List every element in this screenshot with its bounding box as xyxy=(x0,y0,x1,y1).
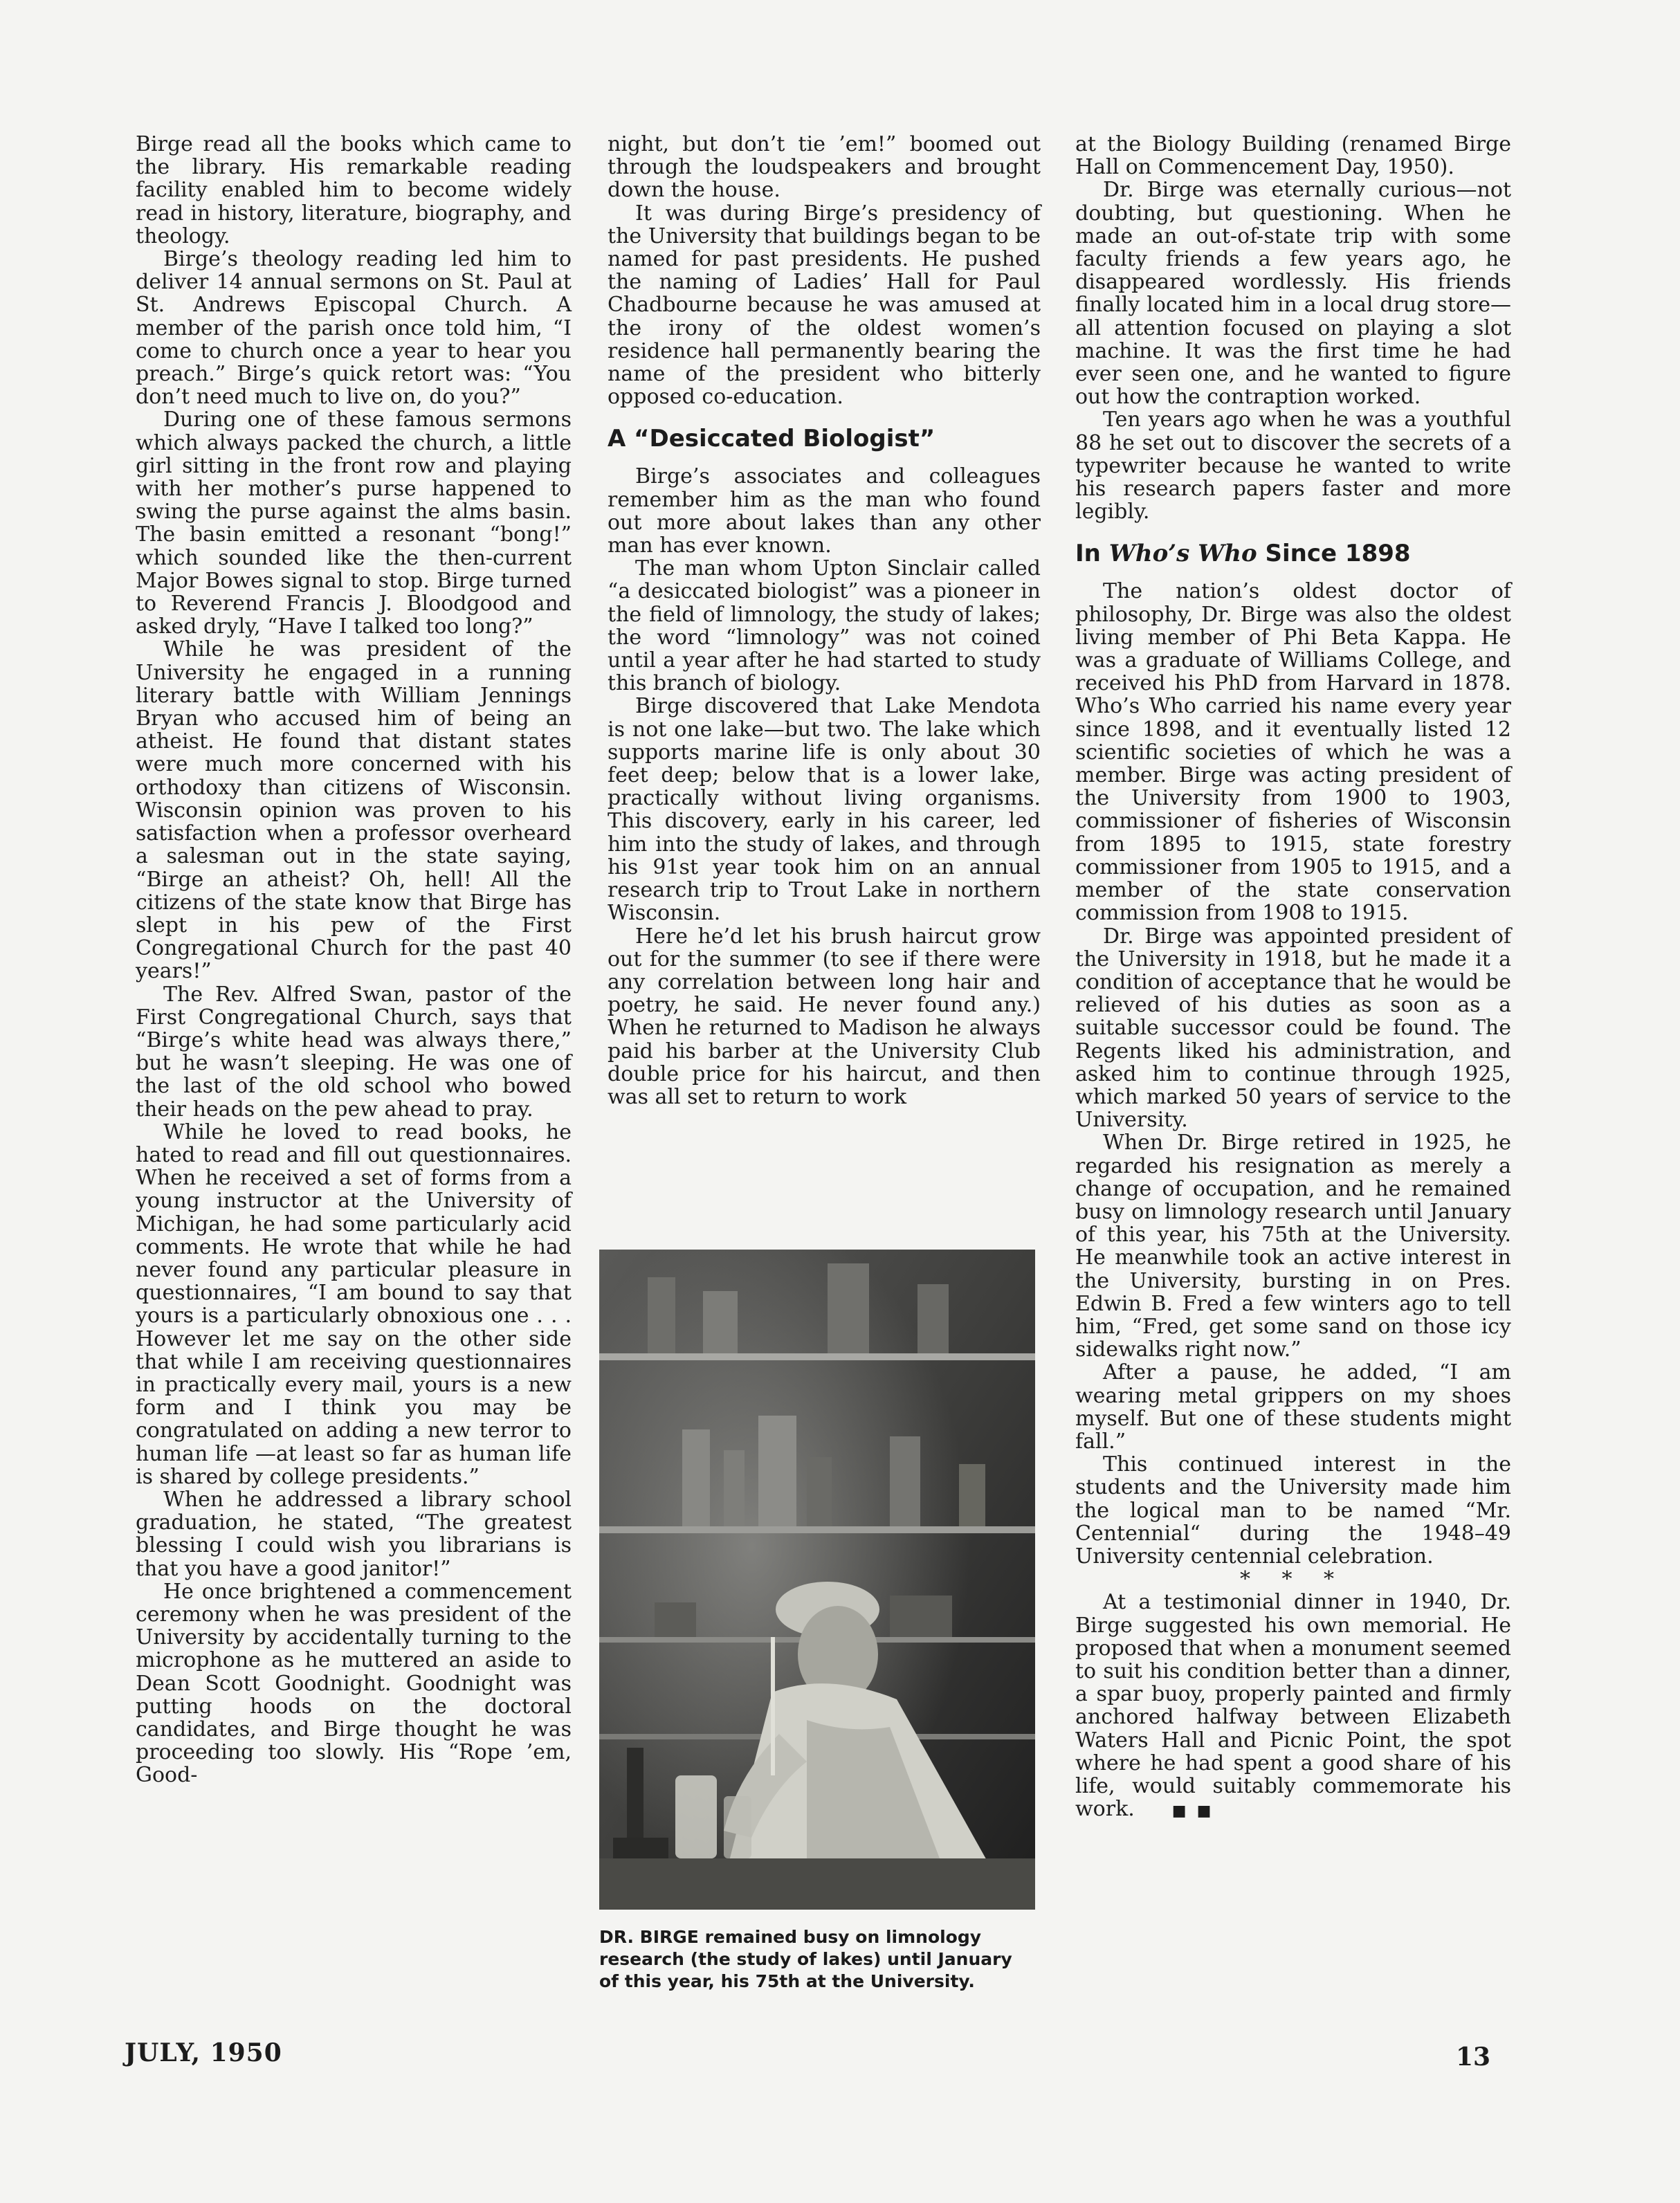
heading-italic: Who’s Who xyxy=(1108,540,1257,568)
body-paragraph: The Rev. Alfred Swan, pastor of the First Congregational Church, says that “Birge’s white head was always there,” but he wasn’t sleeping. He was one of the last of the old school who bowed their heads on the pew ahead to pray. xyxy=(136,982,572,1122)
body-paragraph: He once brightened a commencement ceremony when he was president of the University by accidentally turning to the microphone as he muttered an aside to Dean Scott Goodnight. Goodnight was putting hoods on the doctoral candidates, and Birge thought he was proceeding too slowly. His “Rope ’em, Good- xyxy=(136,1579,572,1788)
body-paragraph: Dr. Birge was eternally curious—not doubting, but questioning. When he made an out-of-state trip with some faculty friends a few years ago, he disappeared wordlessly. His friends finally located him in a local drug store—all attention focused on playing a slot machine. It was the first time he had ever seen one, and he wanted to figure out how the contraption worked. xyxy=(1075,178,1511,410)
photo-caption: DR. BIRGE remained busy on limnology research (the study of lakes) until January of this year, his 75th at the University. xyxy=(599,1927,1012,1991)
body-paragraph: When he addressed a library school graduation, he stated, “The greatest blessing I could wish you librarians is that you have a good janitor!” xyxy=(136,1487,572,1581)
page-number: 13 xyxy=(1456,2042,1491,2072)
body-paragraph: night, but don’t tie ’em!” boomed out through the loudspeakers and brought down the house. xyxy=(608,132,1041,203)
section-heading xyxy=(1075,540,1511,567)
end-mark: ■ ■ xyxy=(1171,1802,1214,1820)
section-separator: * * * xyxy=(1239,1567,1347,1592)
body-paragraph: While he was president of the University he engaged in a running literary battle with William Jennings Bryan who accused him of being an atheist. He found that distant states were much more concerned with his orthodoxy than citizens of Wisconsin. Wisconsin opinion was proven to his satisfaction when a professor overheard a salesman out in the state saying, “Birge an atheist? Oh, hell! All the citizens of the state know that Birge has slept in his pew of the First Congregational Church for the past 40 years!” xyxy=(136,637,572,984)
body-paragraph: Birge discovered that Lake Mendota is not one lake—but two. The lake which supports marine life is only about 30 feet deep; below that is a lower lake, practically without living organisms. This discovery, early in his career, led him into the study of lakes, and through his 91st year took him on an annual research trip to Trout Lake in northern Wisconsin. xyxy=(608,694,1041,926)
body-paragraph: at the Biology Building (renamed Birge Hall on Commencement Day, 1950). xyxy=(1075,132,1511,180)
final-paragraph-text: At a testimonial dinner in 1940, Dr. Birge suggested his own memorial. He proposed that when a monument seemed to suit his condition better than a dinner, a spar buoy, properly painted and firmly anchored halfway between Elizabeth Waters Hall and Picnic Point, the spot where he had spent a good share of his life, would suitably commemorate his work. xyxy=(1075,1590,1511,1822)
heading-prefix: In xyxy=(1075,540,1109,568)
article-column-1 xyxy=(136,133,572,1787)
body-paragraph: Here he’d let his brush haircut grow out for the summer (to see if there were any correlation between long hair and poetry, he said. He never found any.) When he returned to Madison he always paid his barber at the University Club double price for his haircut, and then was all set to return to work xyxy=(608,924,1041,1109)
body-paragraph: Birge read all the books which came to the library. His remarkable reading facility enabled him to become widely read in history, literature, biography, and theology. xyxy=(136,132,572,248)
body-paragraph: During one of these famous sermons which always packed the church, a little girl sitting in the front row and playing with her mother’s purse happened to swing the purse against the alms basin. The basin emitted a resonant “bong!” which sounded like the then-current Major Bowes signal to stop. Birge turned to Reverend Francis J. Bloodgood and asked dryly, “Have I talked too long?” xyxy=(136,408,572,639)
article-column-3 xyxy=(1075,133,1511,1822)
body-paragraph: Birge’s associates and colleagues remember him as the man who found out more about lakes than any other man has ever known. xyxy=(608,464,1041,558)
body-paragraph: Dr. Birge was appointed president of the University in 1918, but he made it a condition of acceptance that he would be relieved of his duties as soon as a suitable successor could be found. The Regents liked his administration, and asked him to continue through 1925, which marked 50 years of service to the University. xyxy=(1075,924,1511,1133)
body-paragraph: When Dr. Birge retired in 1925, he regarded his resignation as merely a change of occupation, and he remained busy on limnology research until January of this year, his 75th at the University. He meanwhile took an active interest in the University, bursting in on Pres. Edwin B. Fred a few winters ago to tell him, “Fred, get some sand on those icy sidewalks right now.” xyxy=(1075,1131,1511,1362)
body-paragraph: Ten years ago when he was a youthful 88 he set out to discover the secrets of a typewriter because he wanted to write his research papers faster and more legibly. xyxy=(1075,408,1511,524)
body-paragraph: While he loved to read books, he hated to read and fill out questionnaires. When he received a set of forms from a young instructor at the University of Michigan, he had some particularly acid comments. He wrote that while he had never found any particular pleasure in questionnaires, “I am bound to say that yours is a particularly obnoxious one . . . However let me say on the other side that while I am receiving questionnaires in practically every mail, yours is a new form and I think you may be congratulated on adding a new terror to human life —at least so far as human life is shared by college presidents.” xyxy=(136,1119,572,1489)
section-heading: A “Desiccated Biologist” xyxy=(608,425,935,453)
body-paragraph: After a pause, he added, “I am wearing metal grippers on my shoes myself. But one of these students might fall.” xyxy=(1075,1360,1511,1454)
body-paragraph: The nation’s oldest doctor of philosophy, Dr. Birge was also the oldest living member of Phi Beta Kappa. He was a graduate of Williams College, and received his PhD from Harvard in 1878. Who’s Who carried his name every year since 1898, and it eventually listed 12 scientific societies of which he was a member. Birge was acting president of the University from 1900 to 1903, commissioner of fisheries of Wisconsin from 1895 to 1915, state forestry commissioner from 1905 to 1915, and a member of the state conservation commission from 1908 to 1915. xyxy=(1075,579,1511,926)
photo-illustration xyxy=(599,1250,1035,1910)
body-paragraph: This continued interest in the students and the University made him the logical man to be named “Mr. Centennial“ during the 1948–49 University centennial celebration. xyxy=(1075,1452,1511,1569)
body-paragraph-final xyxy=(1075,1591,1511,1822)
photo-dr-birge-laboratory xyxy=(599,1250,1035,1910)
article-column-2 xyxy=(608,133,1041,1108)
body-paragraph: Birge’s theology reading led him to deliver 14 annual sermons on St. Paul at St. Andrews Episcopal Church. A member of the parish once told him, “I come to church once a year to hear you preach.” Birge’s quick retort was: “You don’t need much to live on, do you?” xyxy=(136,247,572,410)
issue-date: JULY, 1950 xyxy=(125,2038,282,2067)
body-paragraph: The man whom Upton Sinclair called “a desiccated biologist” was a pioneer in the field of limnology, the study of lakes; the word “limnology” was not coined until a year after he had started to study this branch of biology. xyxy=(608,556,1041,696)
body-paragraph: It was during Birge’s presidency of the University that buildings began to be named for past presidents. He pushed the naming of Ladies’ Hall for Paul Chadbourne because he was amused at the irony of the oldest women’s residence hall permanently bearing the name of the president who bitterly opposed co-education. xyxy=(608,201,1041,410)
heading-suffix: Since 1898 xyxy=(1257,540,1411,568)
